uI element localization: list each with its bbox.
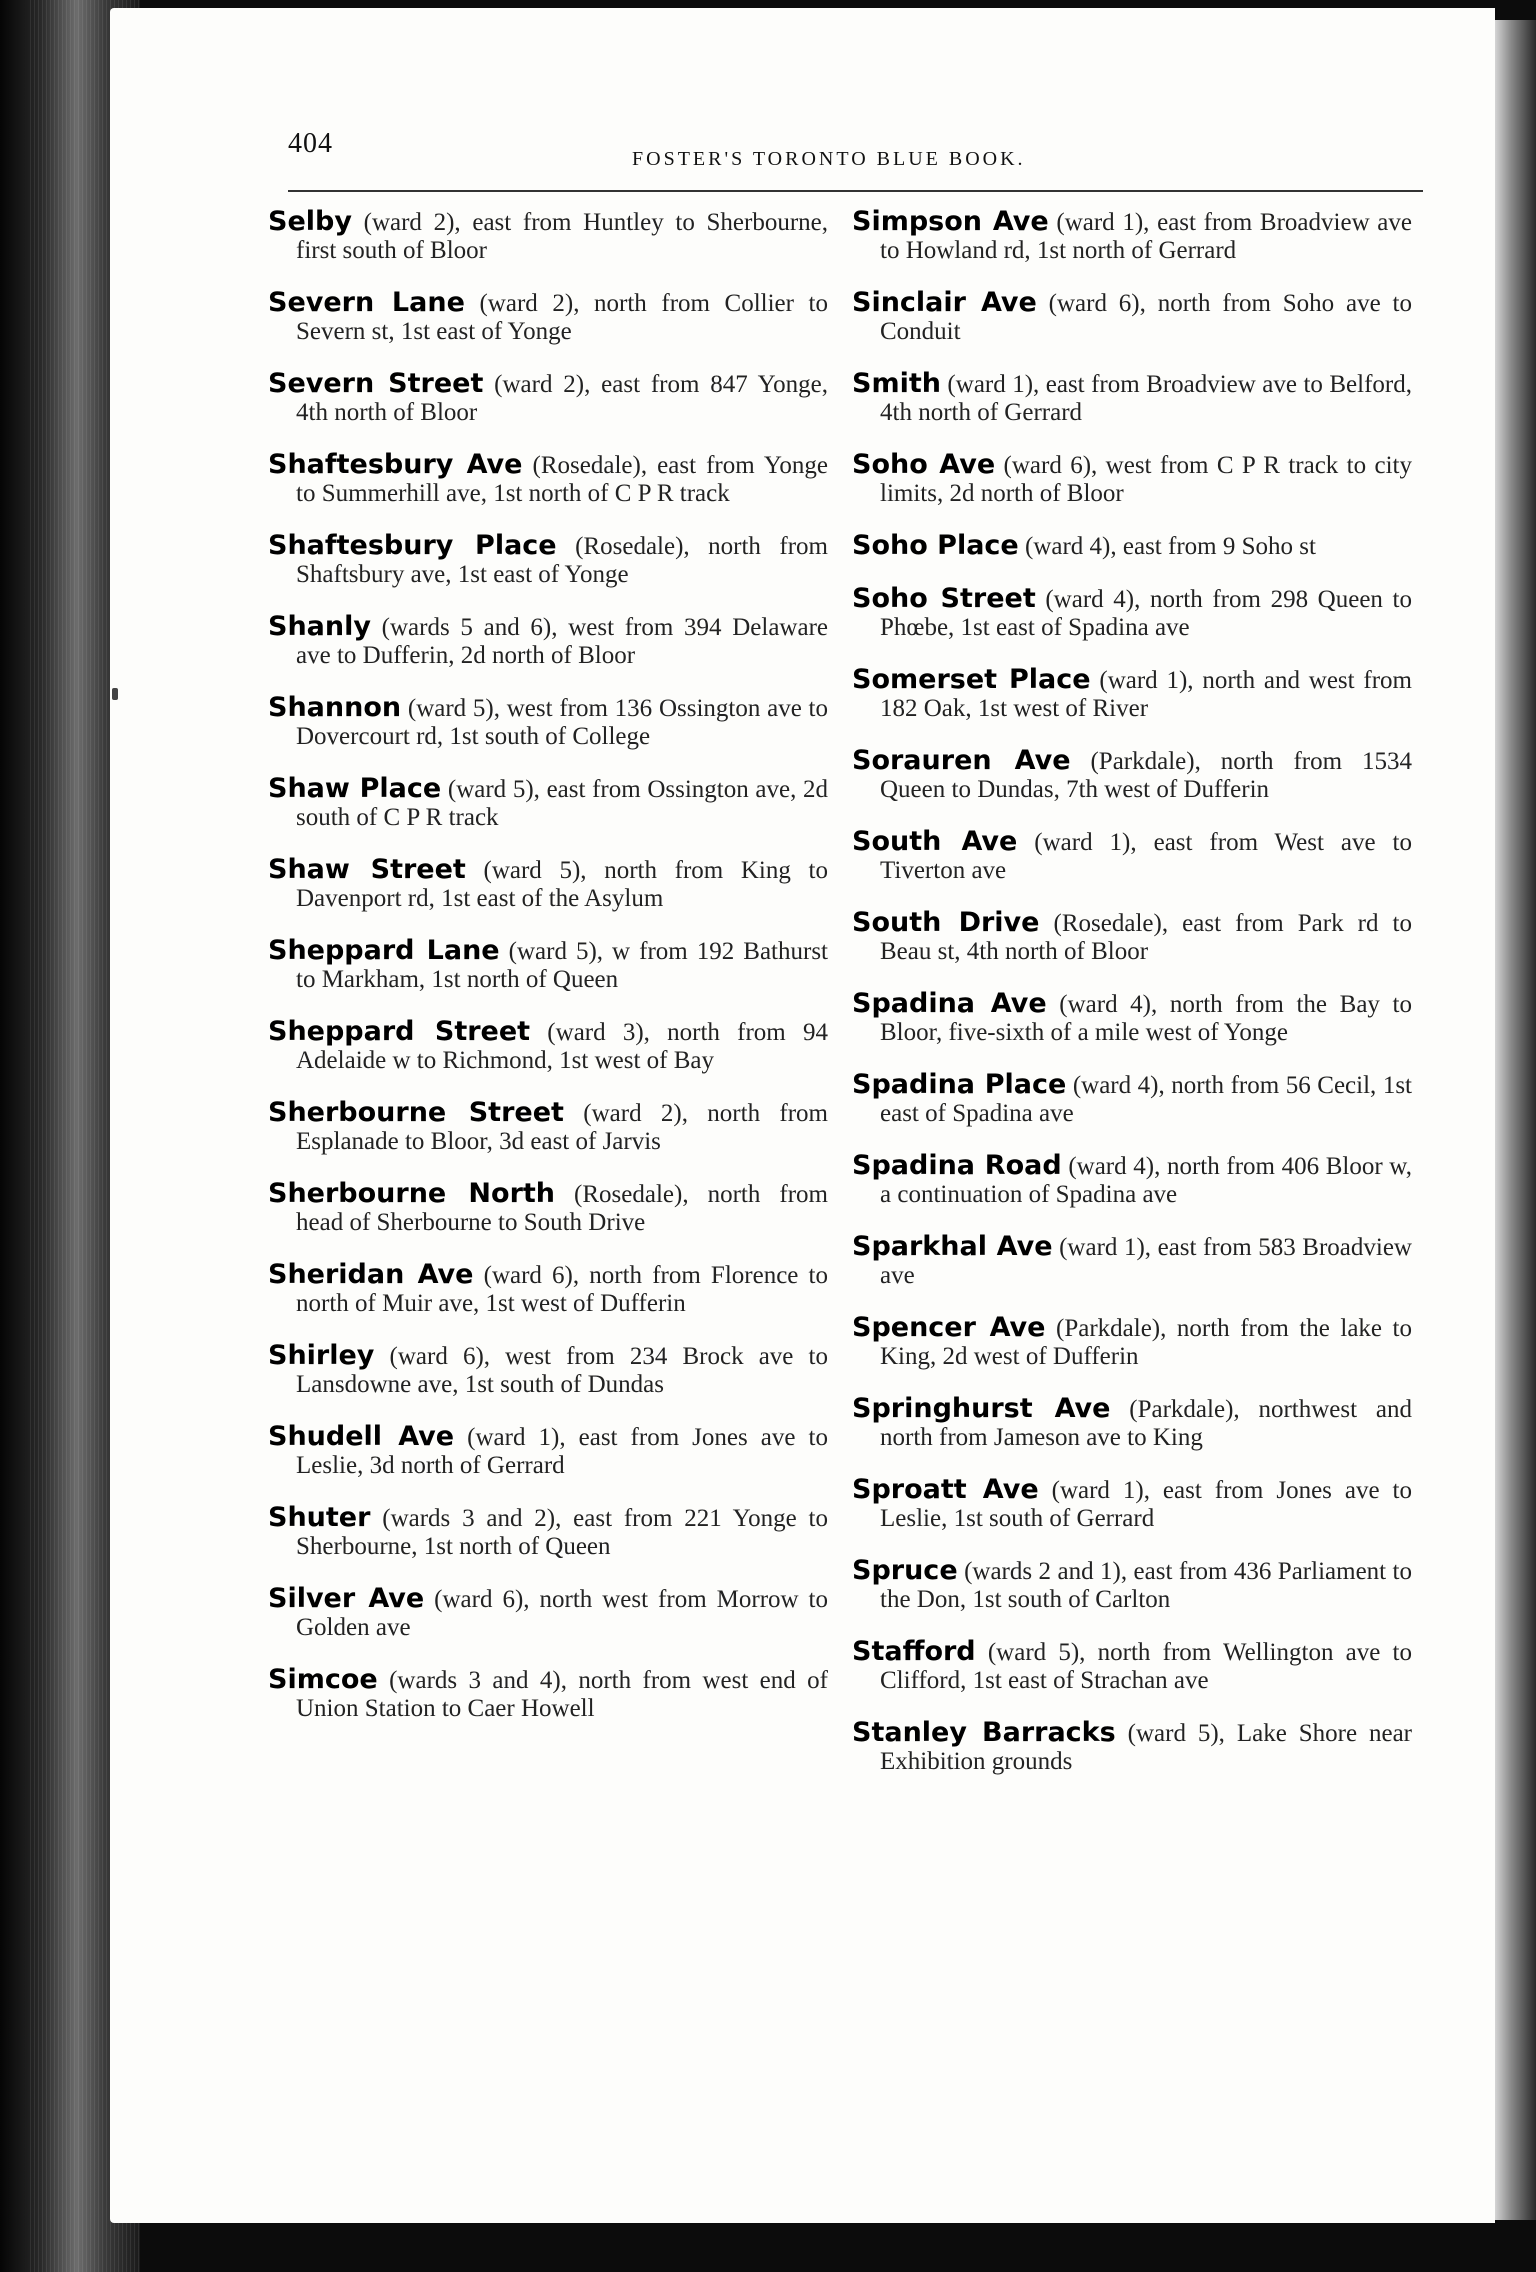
street-entry [268, 1504, 828, 1561]
street-name: Silver Ave [268, 1583, 425, 1614]
street-description: (ward 5), north from Wellington ave to Clifford, 1st east of Strachan ave [880, 1639, 1412, 1694]
street-description: (wards 3 and 2), east from 221 Yonge to Sherbourne, 1st north of Queen [296, 1505, 828, 1560]
street-description: (ward 6), north west from Morrow to Golden ave [296, 1586, 828, 1641]
street-name: Shaw Street [268, 854, 466, 885]
street-name: Soho Street [852, 583, 1036, 614]
street-entry [268, 775, 828, 832]
left-column [268, 208, 828, 1747]
street-name: Spencer Ave [852, 1312, 1046, 1343]
street-name: Spadina Ave [852, 988, 1047, 1019]
street-name: Soho Place [852, 530, 1019, 561]
street-description: (ward 4), east from 9 Soho st [1018, 533, 1316, 560]
street-entry [268, 451, 828, 508]
street-name: Sherbourne North [268, 1178, 556, 1209]
street-name: Shaftesbury Ave [268, 449, 523, 480]
street-description: (wards 5 and 6), west from 394 Delaware ave to Dufferin, 2d north of Bloor [296, 614, 828, 669]
street-entry [852, 1152, 1412, 1209]
margin-mark [112, 688, 118, 700]
street-entry [852, 990, 1412, 1047]
street-description: (ward 5), north from King to Davenport rd, 1st east of the Asylum [296, 857, 828, 912]
street-name: Sorauren Ave [852, 745, 1071, 776]
street-description: (Parkdale), north from 1534 Queen to Dundas, 7th west of Dufferin [880, 748, 1412, 803]
street-entry [268, 532, 828, 589]
street-entry [852, 666, 1412, 723]
street-entry [268, 1585, 828, 1642]
street-description: (ward 6), north from Florence to north of Muir ave, 1st west of Dufferin [296, 1262, 828, 1317]
street-entry [268, 1099, 828, 1156]
street-entry [268, 1666, 828, 1723]
street-entry [268, 1423, 828, 1480]
street-description: (ward 1), east from Broadview ave to Belford, 4th north of Gerrard [880, 371, 1412, 426]
street-entry [268, 370, 828, 427]
street-description: (ward 1), east from 583 Broadview ave [880, 1234, 1412, 1289]
street-description: (ward 2), north from Esplanade to Bloor, 3d east of Jarvis [296, 1100, 829, 1155]
street-description: (Parkdale), north from the lake to King, 2d west of Dufferin [880, 1315, 1412, 1370]
street-name: Shuter [268, 1502, 371, 1533]
street-entry [852, 909, 1412, 966]
street-description: (wards 3 and 4), north from west end of Union Station to Caer Howell [296, 1667, 828, 1722]
street-description: (ward 4), north from 298 Queen to Phœbe, 1st east of Spadina ave [880, 586, 1412, 641]
street-description: (ward 6), west from C P R track to city limits, 2d north of Bloor [880, 452, 1412, 507]
street-entry [852, 1557, 1412, 1614]
page-header [288, 128, 1423, 178]
street-name: Smith [852, 368, 941, 399]
street-name: Severn Street [268, 368, 484, 399]
street-entry [852, 1395, 1412, 1452]
street-name: Spadina Place [852, 1069, 1067, 1100]
street-name: Shaw Place [268, 773, 442, 804]
street-description: (ward 1), east from Jones ave to Leslie, 1st south of Gerrard [880, 1477, 1412, 1532]
street-name: Spruce [852, 1555, 958, 1586]
street-entry [852, 1071, 1412, 1128]
street-entry [268, 856, 828, 913]
street-description: (ward 4), north from 406 Bloor w, a continuation of Spadina ave [880, 1153, 1412, 1208]
page-number: 404 [288, 128, 333, 159]
street-entry [852, 1314, 1412, 1371]
street-description: (ward 2), east from 847 Yonge, 4th north of Bloor [296, 371, 828, 426]
street-name: Sproatt Ave [852, 1474, 1039, 1505]
street-name: Soho Ave [852, 449, 996, 480]
street-name: Sheppard Street [268, 1016, 531, 1047]
street-entry [268, 1261, 828, 1318]
street-entry [852, 747, 1412, 804]
street-entry [268, 208, 828, 265]
street-name: Sinclair Ave [852, 287, 1037, 318]
street-entry [852, 451, 1412, 508]
street-description: (Rosedale), north from Shaftsbury ave, 1st east of Yonge [296, 533, 829, 588]
running-title: FOSTER'S TORONTO BLUE BOOK. [632, 148, 1026, 170]
right-page-edge [1494, 20, 1536, 2220]
street-entry [268, 1018, 828, 1075]
street-name: Shanly [268, 611, 371, 642]
street-entry [852, 1476, 1412, 1533]
street-name: Shirley [268, 1340, 375, 1371]
street-description: (Parkdale), northwest and north from Jameson ave to King [880, 1396, 1412, 1451]
street-description: (ward 1), north and west from 182 Oak, 1st west of River [880, 667, 1412, 722]
street-entry [852, 1638, 1412, 1695]
street-name: South Ave [852, 826, 1018, 857]
header-rule [288, 190, 1423, 192]
street-description: (Rosedale), east from Park rd to Beau st, 4th north of Bloor [880, 910, 1412, 965]
street-description: (ward 5), west from 136 Ossington ave to Dovercourt rd, 1st south of College [296, 695, 828, 750]
street-name: Simcoe [268, 1664, 378, 1695]
street-description: (wards 2 and 1), east from 436 Parliament to the Don, 1st south of Carlton [880, 1558, 1412, 1613]
street-name: Sheridan Ave [268, 1259, 474, 1290]
right-column [852, 208, 1412, 1800]
street-description: (ward 5), Lake Shore near Exhibition grounds [880, 1720, 1412, 1775]
street-name: Spadina Road [852, 1150, 1062, 1181]
street-description: (ward 2), east from Huntley to Sherbourne, first south of Bloor [296, 209, 828, 264]
street-description: (ward 6), west from 234 Brock ave to Lansdowne ave, 1st south of Dundas [296, 1343, 828, 1398]
street-name: Sparkhal Ave [852, 1231, 1053, 1262]
street-name: Simpson Ave [852, 206, 1049, 237]
street-description: (ward 1), east from Jones ave to Leslie, 3d north of Gerrard [296, 1424, 828, 1479]
street-name: Sherbourne Street [268, 1097, 564, 1128]
street-description: (ward 5), east from Ossington ave, 2d south of C P R track [296, 776, 828, 831]
street-name: Severn Lane [268, 287, 465, 318]
street-entry [268, 613, 828, 670]
street-entry [852, 289, 1412, 346]
street-entry [268, 1180, 828, 1237]
street-description: (ward 3), north from 94 Adelaide w to Richmond, 1st west of Bay [296, 1019, 828, 1074]
street-entry [852, 585, 1412, 642]
street-name: Somerset Place [852, 664, 1091, 695]
street-description: (ward 5), w from 192 Bathurst to Markham, 1st north of Queen [296, 938, 828, 993]
street-name: Shudell Ave [268, 1421, 455, 1452]
street-name: Shaftesbury Place [268, 530, 557, 561]
street-entry [852, 1233, 1412, 1290]
street-entry [852, 370, 1412, 427]
street-name: South Drive [852, 907, 1040, 938]
street-name: Selby [268, 206, 352, 237]
street-description: (ward 4), north from the Bay to Bloor, five-sixth of a mile west of Yonge [880, 991, 1412, 1046]
street-name: Sheppard Lane [268, 935, 500, 966]
street-name: Springhurst Ave [852, 1393, 1111, 1424]
street-description: (ward 6), north from Soho ave to Conduit [880, 290, 1412, 345]
street-description: (Rosedale), east from Yonge to Summerhill ave, 1st north of C P R track [296, 452, 828, 507]
street-name: Stanley Barracks [852, 1717, 1116, 1748]
street-entry [852, 828, 1412, 885]
street-entry [268, 289, 828, 346]
street-entry [268, 937, 828, 994]
street-description: (ward 1), east from Broadview ave to Howland rd, 1st north of Gerrard [880, 209, 1412, 264]
street-entry [852, 1719, 1412, 1776]
street-description: (ward 4), north from 56 Cecil, 1st east of Spadina ave [880, 1072, 1412, 1127]
street-entry [268, 1342, 828, 1399]
street-name: Stafford [852, 1636, 976, 1667]
street-name: Shannon [268, 692, 402, 723]
street-description: (ward 1), east from West ave to Tiverton ave [880, 829, 1412, 884]
street-entry [268, 694, 828, 751]
street-entry [852, 208, 1412, 265]
street-description: (ward 2), north from Collier to Severn st, 1st east of Yonge [296, 290, 828, 345]
street-description: (Rosedale), north from head of Sherbourne to South Drive [296, 1181, 829, 1236]
street-entry [852, 532, 1412, 561]
